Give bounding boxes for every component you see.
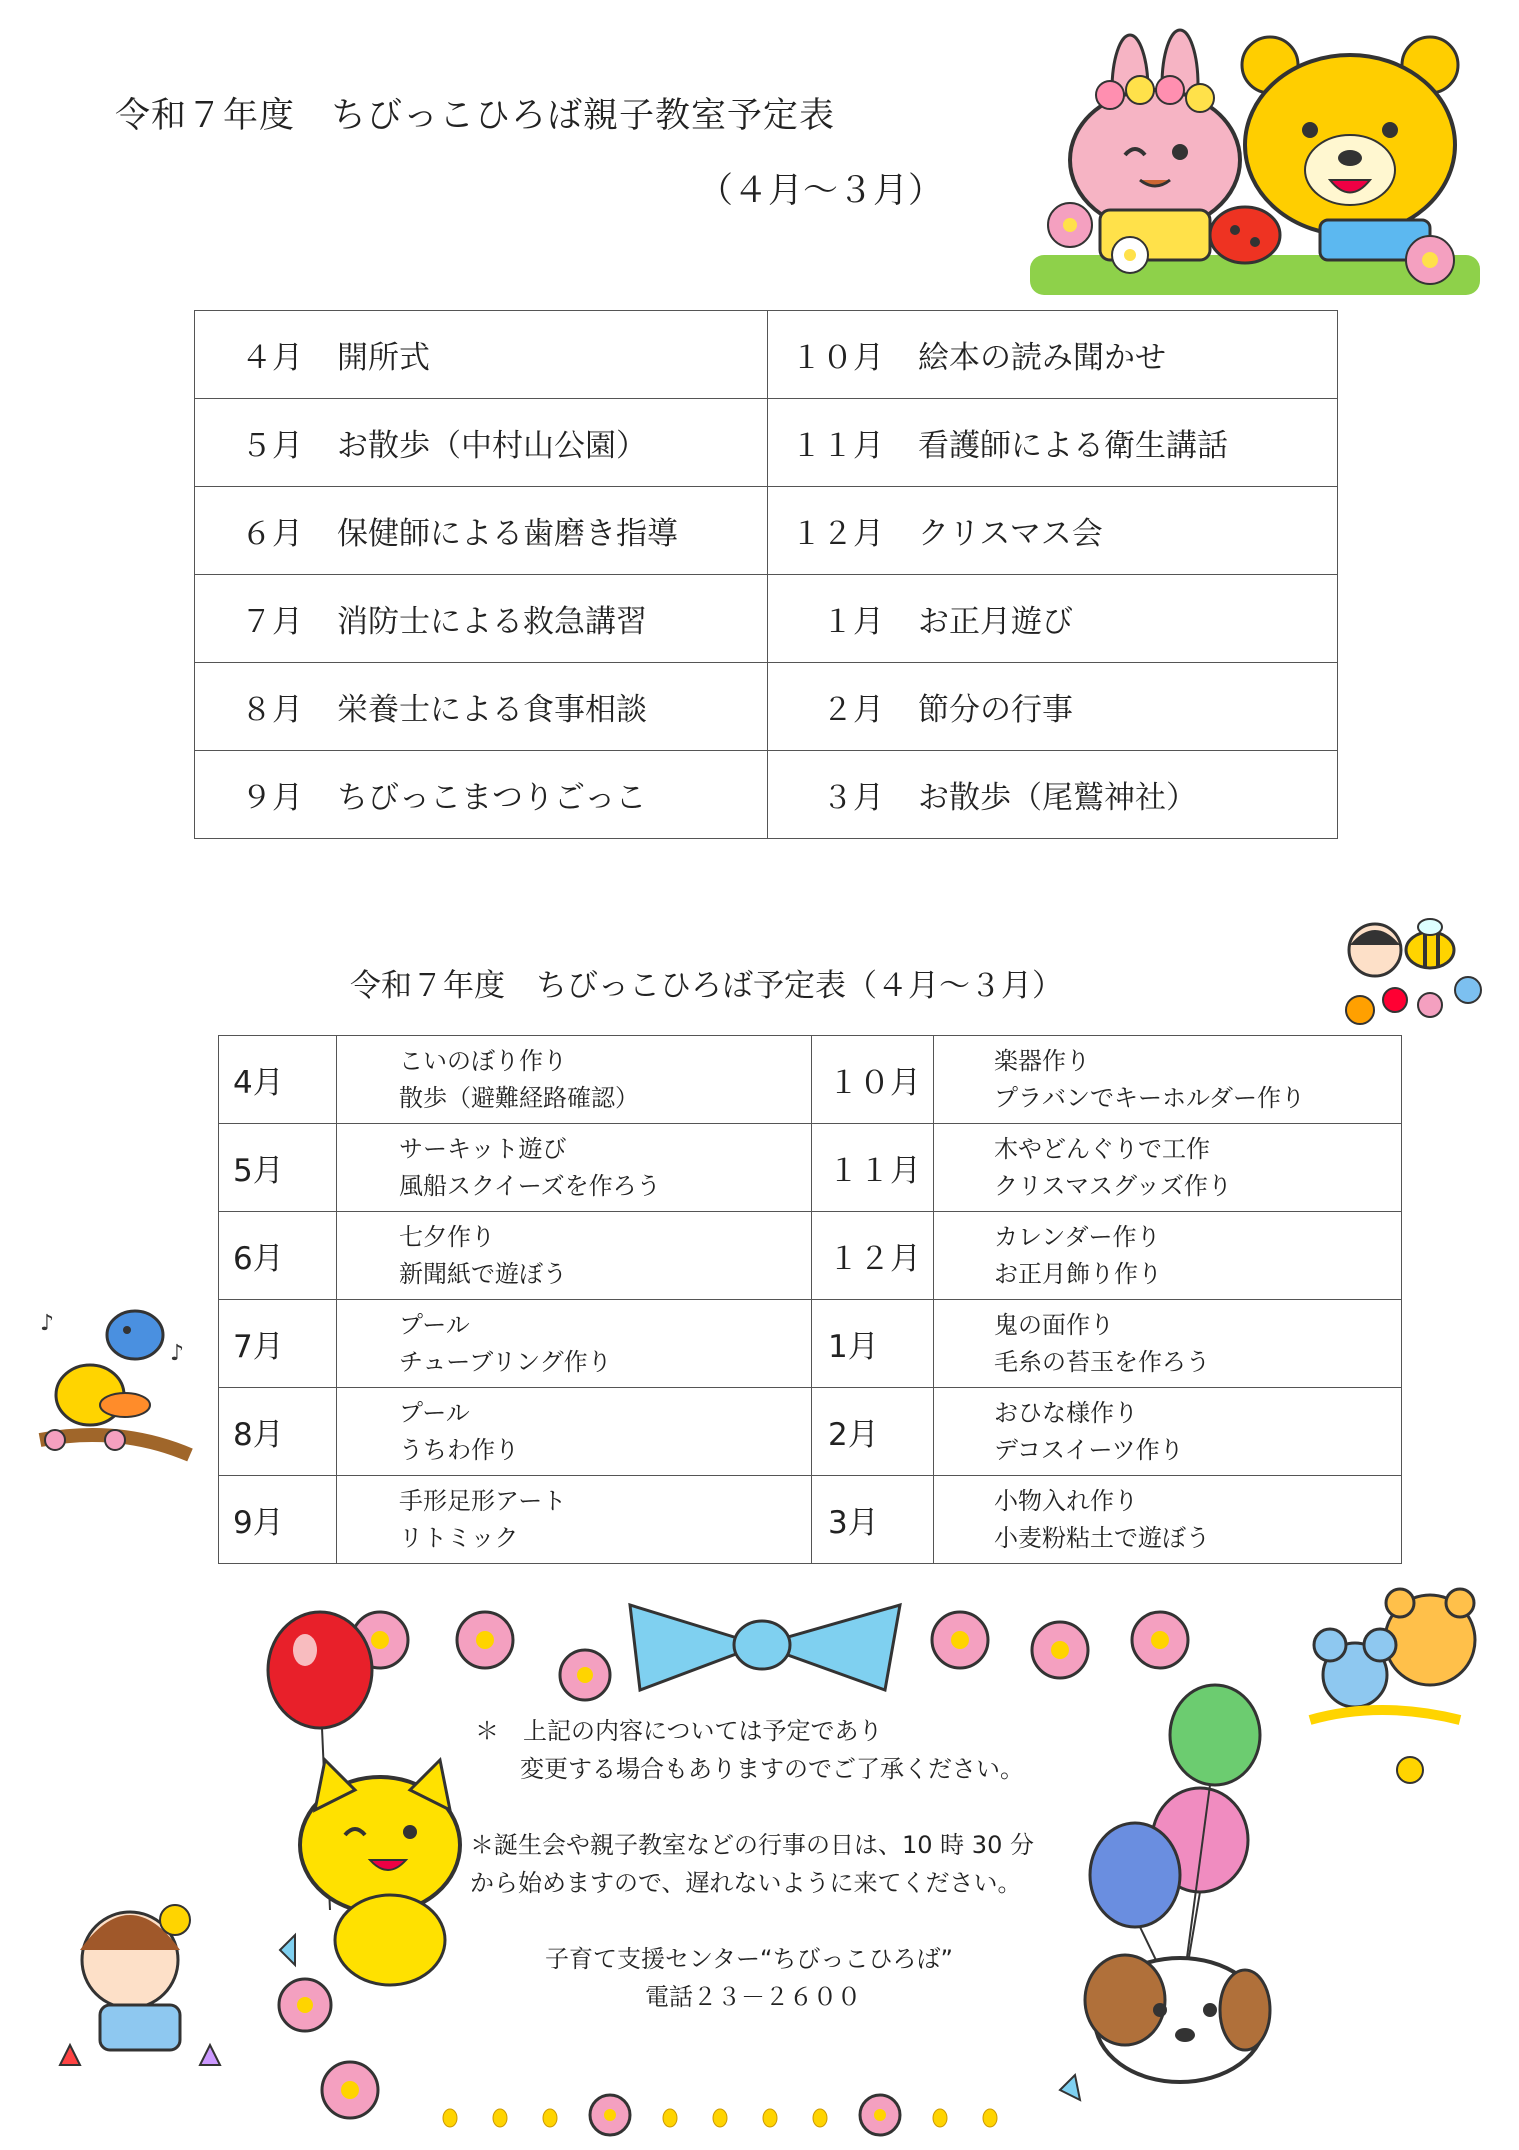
month-cell: 7月 xyxy=(219,1300,337,1388)
month-label: １２月 xyxy=(791,516,884,552)
activity-line: プラバンでキーホルダー作り xyxy=(994,1083,1306,1112)
table-cell xyxy=(768,311,1338,399)
activity-cell xyxy=(337,1300,812,1388)
svg-text:♪: ♪ xyxy=(40,1311,55,1336)
month-cell: １０月 xyxy=(812,1036,934,1124)
event-label: クリスマス会 xyxy=(918,516,1103,552)
table-row xyxy=(195,663,1338,751)
activity-line: 手形足形アート xyxy=(399,1486,567,1515)
table-cell xyxy=(195,487,768,575)
activity-line: 木やどんぐりで工作 xyxy=(994,1134,1210,1163)
month-cell: 8月 xyxy=(219,1388,337,1476)
month-label: ７月 xyxy=(241,604,303,640)
event-label: 消防士による救急講習 xyxy=(337,604,647,640)
month-cell: 6月 xyxy=(219,1212,337,1300)
activity-line: 楽器作り xyxy=(994,1046,1090,1075)
activity-line: 風船スクイーズを作ろう xyxy=(399,1171,661,1200)
table-row xyxy=(195,399,1338,487)
bow-ribbon-icon xyxy=(630,1605,900,1690)
month-cell: 4月 xyxy=(219,1036,337,1124)
activity-line: 鬼の面作り xyxy=(994,1310,1114,1339)
activity-line: うちわ作り xyxy=(399,1435,519,1464)
month-cell: 5月 xyxy=(219,1124,337,1212)
activity-line: 七夕作り xyxy=(399,1222,495,1251)
event-label: 保健師による歯磨き指導 xyxy=(337,516,678,552)
activity-cell xyxy=(337,1388,812,1476)
month-cell: 2月 xyxy=(812,1388,934,1476)
activity-line: サーキット遊び xyxy=(399,1134,567,1163)
mouse-bear-illustration xyxy=(1300,1585,1480,1790)
birds-illustration xyxy=(35,1300,195,1465)
month-label: １月 xyxy=(822,604,884,640)
phone-number: 電話２３－２６００ xyxy=(645,1983,861,2011)
table-row xyxy=(195,751,1338,839)
activity-line: クリスマスグッズ作り xyxy=(994,1171,1232,1200)
event-label: ちびっこまつりごっこ xyxy=(337,780,647,816)
note-line: 変更する場合もありますのでご了承ください。 xyxy=(520,1755,1024,1783)
month-label: ５月 xyxy=(241,428,303,464)
note-line: から始めますので、遅れないように来てください。 xyxy=(470,1869,1022,1897)
section-title: 令和７年度 ちびっこひろば予定表（４月～３月） xyxy=(350,968,1063,1004)
table-cell xyxy=(768,751,1338,839)
girl-illustration xyxy=(50,1890,230,2075)
activity-cell xyxy=(337,1212,812,1300)
event-label: 節分の行事 xyxy=(918,692,1073,728)
activity-cell xyxy=(934,1036,1402,1124)
month-label: ８月 xyxy=(241,692,303,728)
activity-line: 毛糸の苔玉を作ろう xyxy=(994,1347,1210,1376)
activity-cell xyxy=(934,1300,1402,1388)
month-label: ６月 xyxy=(241,516,303,552)
table-cell xyxy=(195,311,768,399)
activity-cell xyxy=(934,1388,1402,1476)
activity-line: カレンダー作り xyxy=(994,1222,1161,1251)
table-row xyxy=(219,1388,1402,1476)
month-cell: １２月 xyxy=(812,1212,934,1300)
month-label: ３月 xyxy=(822,780,884,816)
month-label: ２月 xyxy=(822,692,884,728)
activity-cell xyxy=(934,1476,1402,1564)
table-cell xyxy=(195,575,768,663)
note-line: ＊ 上記の内容については予定であり xyxy=(475,1717,883,1745)
activity-line: 新聞紙で遊ぼう xyxy=(399,1259,567,1288)
page-period: （４月～３月） xyxy=(698,171,944,211)
table-cell xyxy=(195,663,768,751)
activity-line: 小物入れ作り xyxy=(994,1486,1138,1515)
month-cell: 9月 xyxy=(219,1476,337,1564)
table-cell xyxy=(195,751,768,839)
month-cell: １１月 xyxy=(812,1124,934,1212)
activity-cell xyxy=(934,1212,1402,1300)
activity-line: お正月飾り作り xyxy=(994,1259,1162,1288)
activity-line: チューブリング作り xyxy=(399,1347,612,1376)
activity-cell xyxy=(934,1124,1402,1212)
activity-cell xyxy=(337,1124,812,1212)
table-row xyxy=(219,1212,1402,1300)
month-label: １０月 xyxy=(791,340,884,376)
activity-line: プール xyxy=(399,1310,470,1339)
table-cell xyxy=(768,487,1338,575)
table-cell xyxy=(768,575,1338,663)
rabbit-bear-illustration xyxy=(1030,20,1480,295)
svg-text:♪: ♪ xyxy=(170,1341,185,1366)
table-row xyxy=(195,487,1338,575)
event-label: 看護師による衛生講話 xyxy=(918,428,1228,464)
event-label: 絵本の読み聞かせ xyxy=(918,340,1166,376)
page-title: 令和７年度 ちびっこひろば親子教室予定表 xyxy=(115,96,836,136)
table-row xyxy=(195,575,1338,663)
activity-cell xyxy=(337,1036,812,1124)
table-row xyxy=(219,1036,1402,1124)
table-row xyxy=(219,1476,1402,1564)
activity-line: 小麦粉粘土で遊ぼう xyxy=(994,1523,1210,1552)
event-label: 栄養士による食事相談 xyxy=(337,692,647,728)
activity-line: デコスイーツ作り xyxy=(994,1435,1184,1464)
month-label: １１月 xyxy=(791,428,884,464)
activity-line: おひな様作り xyxy=(994,1398,1138,1427)
month-cell: 3月 xyxy=(812,1476,934,1564)
activity-line: 散歩（避難経路確認） xyxy=(399,1083,639,1112)
hiroba-schedule-table xyxy=(218,1035,1402,1564)
table-row xyxy=(219,1124,1402,1212)
note-line: ＊誕生会や親子教室などの行事の日は、10 時 30 分 xyxy=(470,1831,1034,1859)
table-row xyxy=(219,1300,1402,1388)
oyako-schedule-table xyxy=(194,310,1338,839)
event-label: 開所式 xyxy=(337,340,430,376)
activity-line: リトミック xyxy=(399,1523,519,1552)
month-label: ９月 xyxy=(241,780,303,816)
dog-with-balloons-illustration xyxy=(1060,1680,1290,2120)
event-label: お正月遊び xyxy=(918,604,1073,640)
cat-with-balloon-illustration xyxy=(260,1610,470,1990)
table-row xyxy=(195,311,1338,399)
month-label: ４月 xyxy=(241,340,303,376)
table-cell xyxy=(768,663,1338,751)
table-cell xyxy=(195,399,768,487)
org-name: 子育て支援センター“ちびっこひろば” xyxy=(545,1945,953,1973)
activity-line: プール xyxy=(399,1398,470,1427)
event-label: お散歩（尾鷲神社） xyxy=(918,780,1197,816)
event-label: お散歩（中村山公園） xyxy=(337,428,647,464)
activity-line: こいのぼり作り xyxy=(399,1046,567,1075)
table-cell xyxy=(768,399,1338,487)
bee-kid-illustration xyxy=(1340,915,1490,1040)
activity-cell xyxy=(337,1476,812,1564)
month-cell: 1月 xyxy=(812,1300,934,1388)
